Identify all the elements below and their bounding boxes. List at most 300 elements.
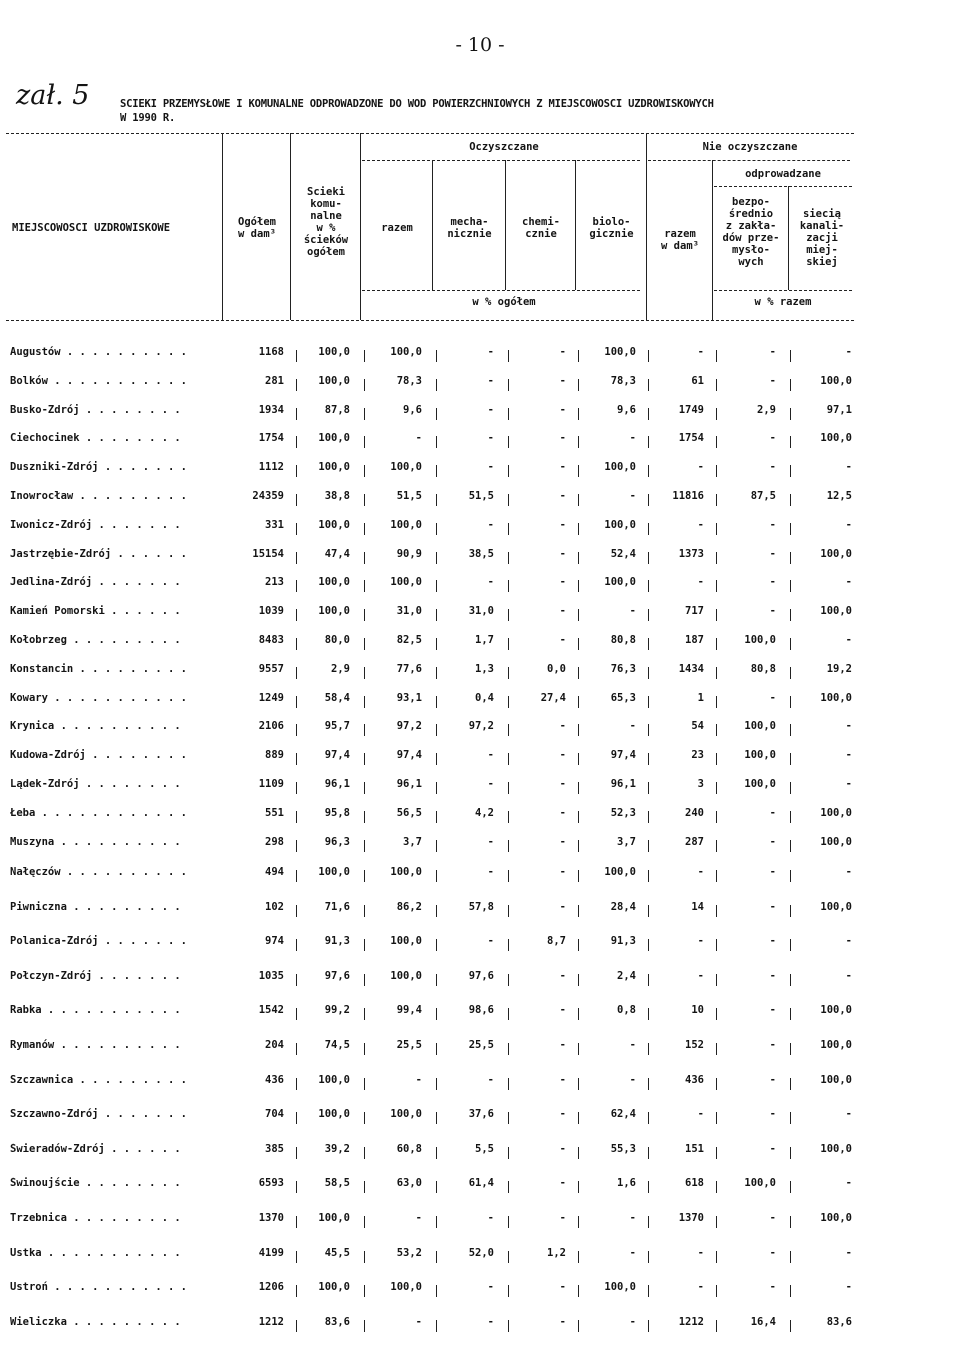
column-tick [716, 811, 717, 823]
table-cell: 54 [691, 720, 704, 733]
place-name: Inowrocław . . . . . . . . . [10, 490, 188, 502]
table-cell: 1749 [678, 403, 704, 416]
column-tick [790, 1112, 791, 1124]
table-cell: - [697, 461, 704, 474]
column-tick [790, 974, 791, 986]
table-cell: 12,5 [826, 490, 852, 502]
table-cell: - [769, 1281, 776, 1294]
table-cell: 100,0 [318, 605, 350, 618]
column-tick [716, 1043, 717, 1055]
header-divider [788, 186, 789, 290]
table-cell: 45,5 [324, 1246, 350, 1259]
column-tick [296, 436, 297, 448]
table-cell: - [559, 461, 566, 474]
column-tick [508, 870, 509, 882]
table-cell: 97,4 [610, 749, 636, 762]
col-header-pct-sum: w % razem [754, 296, 812, 308]
table-cell: - [845, 1281, 852, 1294]
table-cell: - [769, 900, 776, 913]
column-tick [436, 1251, 437, 1263]
column-tick [716, 638, 717, 650]
column-tick [578, 724, 579, 736]
column-tick [790, 1043, 791, 1055]
column-tick [578, 811, 579, 823]
column-tick [364, 523, 365, 535]
table-cell: 19,2 [826, 662, 852, 675]
table-cell: 37,6 [468, 1108, 494, 1121]
column-tick [364, 436, 365, 448]
column-tick [436, 870, 437, 882]
column-tick [790, 552, 791, 564]
table-cell: 93,1 [396, 691, 422, 704]
table-cell: 100,0 [744, 749, 776, 762]
column-tick [578, 1320, 579, 1332]
column-tick [364, 811, 365, 823]
table-cell: - [769, 935, 776, 948]
column-tick [436, 782, 437, 794]
table-cell: 97,1 [826, 403, 852, 416]
column-tick [508, 552, 509, 564]
column-tick [578, 1147, 579, 1159]
column-tick [508, 840, 509, 852]
column-tick [436, 609, 437, 621]
table-cell: - [559, 547, 566, 560]
table-cell: 1373 [678, 547, 704, 560]
column-tick [648, 840, 649, 852]
table-cell: 9557 [258, 662, 284, 675]
table-cell: - [487, 576, 494, 589]
table-cell: 58,4 [324, 691, 350, 704]
column-tick [364, 667, 365, 679]
column-tick [648, 408, 649, 420]
column-tick [508, 696, 509, 708]
column-tick [436, 1320, 437, 1332]
table-cell: 240 [685, 806, 704, 819]
table-cell: 385 [265, 1142, 284, 1155]
table-cell: 100,0 [318, 461, 350, 474]
table-cell: 100,0 [390, 346, 422, 358]
column-tick [716, 939, 717, 951]
table-cell: - [769, 432, 776, 445]
table-cell: - [559, 1004, 566, 1017]
column-tick [436, 408, 437, 420]
table-cell: - [769, 969, 776, 982]
table-cell: - [629, 1212, 636, 1224]
table-cell: 100,0 [318, 432, 350, 445]
column-tick [296, 609, 297, 621]
table-cell: 100,0 [820, 691, 852, 704]
column-tick [436, 350, 437, 362]
column-tick [578, 1181, 579, 1193]
column-tick [296, 1285, 297, 1297]
column-tick [716, 408, 717, 420]
column-tick [364, 782, 365, 794]
column-tick [364, 580, 365, 592]
table-cell: - [629, 1073, 636, 1086]
column-tick [790, 667, 791, 679]
header-divider [505, 160, 506, 290]
column-tick [578, 1043, 579, 1055]
table-cell: - [697, 1246, 704, 1259]
col-header-untreated-group: Nie oczyszczane [702, 141, 798, 153]
column-tick [790, 580, 791, 592]
table-cell: 889 [265, 749, 284, 762]
column-tick [578, 609, 579, 621]
place-name: Jastrzębie-Zdrój . . . . . . [10, 547, 188, 560]
column-tick [790, 494, 791, 506]
column-tick [508, 1043, 509, 1055]
column-tick [578, 696, 579, 708]
column-tick [436, 974, 437, 986]
table-cell: 100,0 [390, 1281, 422, 1294]
table-cell: 39,2 [324, 1142, 350, 1155]
column-tick [436, 939, 437, 951]
column-tick [296, 1216, 297, 1228]
table-cell: 436 [685, 1073, 704, 1086]
column-tick [508, 1112, 509, 1124]
table-cell: 52,4 [610, 547, 636, 560]
table-cell: 24359 [252, 490, 284, 502]
table-cell: - [769, 1108, 776, 1121]
table-cell: - [559, 1073, 566, 1086]
column-tick [716, 379, 717, 391]
column-tick [296, 523, 297, 535]
column-tick [364, 465, 365, 477]
column-tick [648, 1251, 649, 1263]
column-tick [436, 667, 437, 679]
column-tick [508, 408, 509, 420]
table-cell: 100,0 [744, 634, 776, 646]
column-tick [508, 905, 509, 917]
col-header-discharged: odprowadzane [745, 168, 821, 180]
column-tick [716, 436, 717, 448]
table-cell: 100,0 [318, 518, 350, 531]
table-cell: - [487, 1073, 494, 1086]
table-cell: 187 [685, 634, 704, 646]
column-tick [364, 1181, 365, 1193]
header-bottom-rule [6, 320, 854, 321]
column-tick [296, 753, 297, 765]
table-cell: 4199 [258, 1246, 284, 1259]
column-tick [716, 1285, 717, 1297]
column-tick [436, 1008, 437, 1020]
column-tick [578, 465, 579, 477]
place-name: Świnoujście . . . . . . . . [10, 1177, 181, 1190]
col-header-pct-total: w % ogółem [472, 296, 536, 308]
table-cell: 1754 [678, 432, 704, 445]
table-cell: - [415, 1073, 422, 1086]
table-cell: - [629, 1039, 636, 1051]
table-cell: - [845, 518, 852, 531]
table-cell: 62,4 [610, 1108, 636, 1121]
table-cell: 1035 [258, 969, 284, 982]
table-cell: 100,0 [318, 1108, 350, 1121]
column-tick [296, 465, 297, 477]
table-cell: - [559, 490, 566, 502]
column-tick [716, 753, 717, 765]
table-cell: 100,0 [390, 969, 422, 982]
table-cell: 97,6 [324, 969, 350, 982]
column-tick [508, 1008, 509, 1020]
table-cell: 57,8 [468, 900, 494, 913]
place-name: Bolków . . . . . . . . . . . [10, 374, 188, 387]
column-tick [364, 870, 365, 882]
table-cell: - [697, 518, 704, 531]
column-tick [648, 753, 649, 765]
table-cell: - [769, 461, 776, 474]
table-cell: 151 [685, 1142, 704, 1155]
column-tick [508, 1320, 509, 1332]
column-tick [578, 667, 579, 679]
table-cell: - [559, 374, 566, 387]
column-tick [364, 379, 365, 391]
col-header-total: Ogółem w dam³ [238, 216, 276, 240]
table-cell: 704 [265, 1108, 284, 1121]
table-cell: 77,6 [396, 662, 422, 675]
table-cell: 2,4 [617, 969, 636, 982]
table-cell: - [845, 1177, 852, 1190]
table-cell: - [559, 749, 566, 762]
table-cell: - [769, 1039, 776, 1051]
column-tick [296, 974, 297, 986]
column-tick [790, 638, 791, 650]
table-cell: - [559, 576, 566, 589]
title-line-2: W 1990 R. [120, 112, 176, 124]
column-tick [578, 523, 579, 535]
column-tick [364, 939, 365, 951]
table-cell: - [845, 634, 852, 646]
table-cell: 102 [265, 900, 284, 913]
column-tick [364, 638, 365, 650]
table-cell: 31,0 [468, 605, 494, 618]
table-cell: - [487, 403, 494, 416]
table-cell: - [769, 547, 776, 560]
table-cell: - [559, 1212, 566, 1224]
column-tick [436, 840, 437, 852]
column-tick [508, 724, 509, 736]
handwritten-annex-label: zał. 5 [16, 80, 90, 111]
table-cell: 74,5 [324, 1039, 350, 1051]
column-tick [790, 350, 791, 362]
table-cell: 100,0 [744, 778, 776, 790]
table-cell: 1039 [258, 605, 284, 618]
place-name: Muszyna . . . . . . . . . . [10, 835, 181, 848]
table-cell: 100,0 [318, 576, 350, 589]
column-tick [296, 1251, 297, 1263]
column-tick [364, 1320, 365, 1332]
table-cell: - [769, 866, 776, 878]
table-cell: 2,9 [757, 403, 776, 416]
column-tick [578, 840, 579, 852]
table-cell: 3,7 [403, 835, 422, 848]
table-cell: - [697, 866, 704, 878]
table-cell: - [845, 461, 852, 474]
column-tick [296, 905, 297, 917]
header-divider [222, 133, 223, 320]
table-cell: - [697, 1108, 704, 1121]
table-cell: - [559, 1039, 566, 1051]
column-tick [578, 870, 579, 882]
column-tick [296, 840, 297, 852]
column-tick [364, 494, 365, 506]
column-tick [790, 379, 791, 391]
column-tick [790, 1320, 791, 1332]
column-tick [296, 782, 297, 794]
table-cell: 99,4 [396, 1004, 422, 1017]
table-cell: - [845, 346, 852, 358]
table-cell: - [769, 691, 776, 704]
column-tick [578, 1078, 579, 1090]
column-tick [364, 696, 365, 708]
place-name: Ustka . . . . . . . . . . . [10, 1246, 181, 1259]
column-tick [436, 436, 437, 448]
column-tick [296, 494, 297, 506]
table-cell: - [845, 720, 852, 733]
table-cell: 61,4 [468, 1177, 494, 1190]
table-cell: 100,0 [820, 1004, 852, 1017]
column-tick [716, 1320, 717, 1332]
header-divider [712, 160, 713, 320]
table-cell: 15154 [252, 547, 284, 560]
column-tick [790, 1147, 791, 1159]
column-tick [296, 638, 297, 650]
table-cell: 1,6 [617, 1177, 636, 1190]
table-cell: 83,6 [826, 1315, 852, 1328]
table-cell: - [769, 576, 776, 589]
column-tick [790, 408, 791, 420]
table-cell: 100,0 [820, 1039, 852, 1051]
table-cell: - [559, 432, 566, 445]
table-cell: 82,5 [396, 634, 422, 646]
table-cell: 100,0 [820, 432, 852, 445]
column-tick [716, 1181, 717, 1193]
place-name: Busko-Zdrój . . . . . . . . [10, 403, 181, 416]
table-cell: 31,0 [396, 605, 422, 618]
table-cell: 1,3 [475, 662, 494, 675]
column-tick [436, 638, 437, 650]
table-cell: 100,0 [820, 547, 852, 560]
column-tick [508, 523, 509, 535]
table-cell: 100,0 [318, 374, 350, 387]
column-tick [790, 1285, 791, 1297]
column-tick [436, 465, 437, 477]
table-cell: - [415, 1212, 422, 1224]
table-cell: - [487, 374, 494, 387]
column-tick [716, 1147, 717, 1159]
col-header-sewer: siecią kanali- zacji miej- skiej [799, 208, 845, 268]
table-cell: - [697, 576, 704, 589]
table-cell: 1212 [258, 1315, 284, 1328]
table-cell: 97,6 [468, 969, 494, 982]
table-cell: - [415, 1315, 422, 1328]
table-cell: 494 [265, 866, 284, 878]
col-header-municipal-share: Scieki komu- nalne w % ścieków ogółem [303, 186, 349, 258]
table-cell: 9,6 [403, 403, 422, 416]
table-cell: 51,5 [396, 490, 422, 502]
column-tick [716, 724, 717, 736]
column-tick [716, 1216, 717, 1228]
table-cell: - [559, 778, 566, 790]
table-cell: - [769, 1246, 776, 1259]
header-divider [646, 133, 647, 320]
column-tick [648, 465, 649, 477]
column-tick [296, 1320, 297, 1332]
place-name: Kowary . . . . . . . . . . . [10, 691, 188, 704]
place-name: Świeradów-Zdrój . . . . . . [10, 1142, 181, 1155]
column-tick [364, 1285, 365, 1297]
column-tick [790, 811, 791, 823]
column-tick [364, 905, 365, 917]
table-cell: 3,7 [617, 835, 636, 848]
table-cell: - [629, 720, 636, 733]
table-cell: 91,3 [610, 935, 636, 948]
table-cell: 100,0 [390, 935, 422, 948]
table-cell: - [559, 835, 566, 848]
table-cell: 100,0 [604, 346, 636, 358]
table-cell: 100,0 [604, 576, 636, 589]
column-tick [716, 840, 717, 852]
column-tick [508, 1251, 509, 1263]
table-cell: - [559, 1281, 566, 1294]
column-tick [436, 523, 437, 535]
table-cell: 974 [265, 935, 284, 948]
column-tick [648, 552, 649, 564]
place-name: Piwniczna . . . . . . . . . [10, 900, 181, 913]
place-name: Szczawnica . . . . . . . . . [10, 1073, 188, 1086]
column-tick [648, 1216, 649, 1228]
table-cell: 436 [265, 1073, 284, 1086]
table-cell: 96,3 [324, 835, 350, 848]
table-cell: 5,5 [475, 1142, 494, 1155]
place-name: Lądek-Zdrój . . . . . . . . [10, 778, 181, 790]
column-tick [648, 379, 649, 391]
column-tick [296, 350, 297, 362]
column-tick [508, 436, 509, 448]
table-cell: 56,5 [396, 806, 422, 819]
column-tick [578, 408, 579, 420]
table-cell: 100,0 [318, 1212, 350, 1224]
place-name: Augustów . . . . . . . . . . [10, 346, 188, 358]
column-tick [578, 436, 579, 448]
column-tick [648, 667, 649, 679]
column-tick [716, 782, 717, 794]
column-tick [648, 638, 649, 650]
column-tick [578, 350, 579, 362]
column-tick [716, 465, 717, 477]
column-tick [578, 1285, 579, 1297]
table-cell: 91,3 [324, 935, 350, 948]
place-name: Kamień Pomorski . . . . . . [10, 605, 181, 618]
column-tick [364, 724, 365, 736]
header-divider [360, 133, 361, 320]
column-tick [578, 1251, 579, 1263]
table-cell: 80,8 [610, 634, 636, 646]
table-cell: 99,2 [324, 1004, 350, 1017]
column-tick [578, 580, 579, 592]
table-cell: 23 [691, 749, 704, 762]
table-cell: - [845, 778, 852, 790]
table-cell: 1542 [258, 1004, 284, 1017]
place-name: Konstancin . . . . . . . . . [10, 662, 188, 675]
column-tick [790, 696, 791, 708]
table-cell: 52,0 [468, 1246, 494, 1259]
table-cell: - [559, 900, 566, 913]
column-tick [508, 1078, 509, 1090]
page-number: - 10 - [455, 34, 505, 56]
column-tick [790, 1078, 791, 1090]
table-cell: - [769, 1212, 776, 1224]
table-cell: - [487, 432, 494, 445]
